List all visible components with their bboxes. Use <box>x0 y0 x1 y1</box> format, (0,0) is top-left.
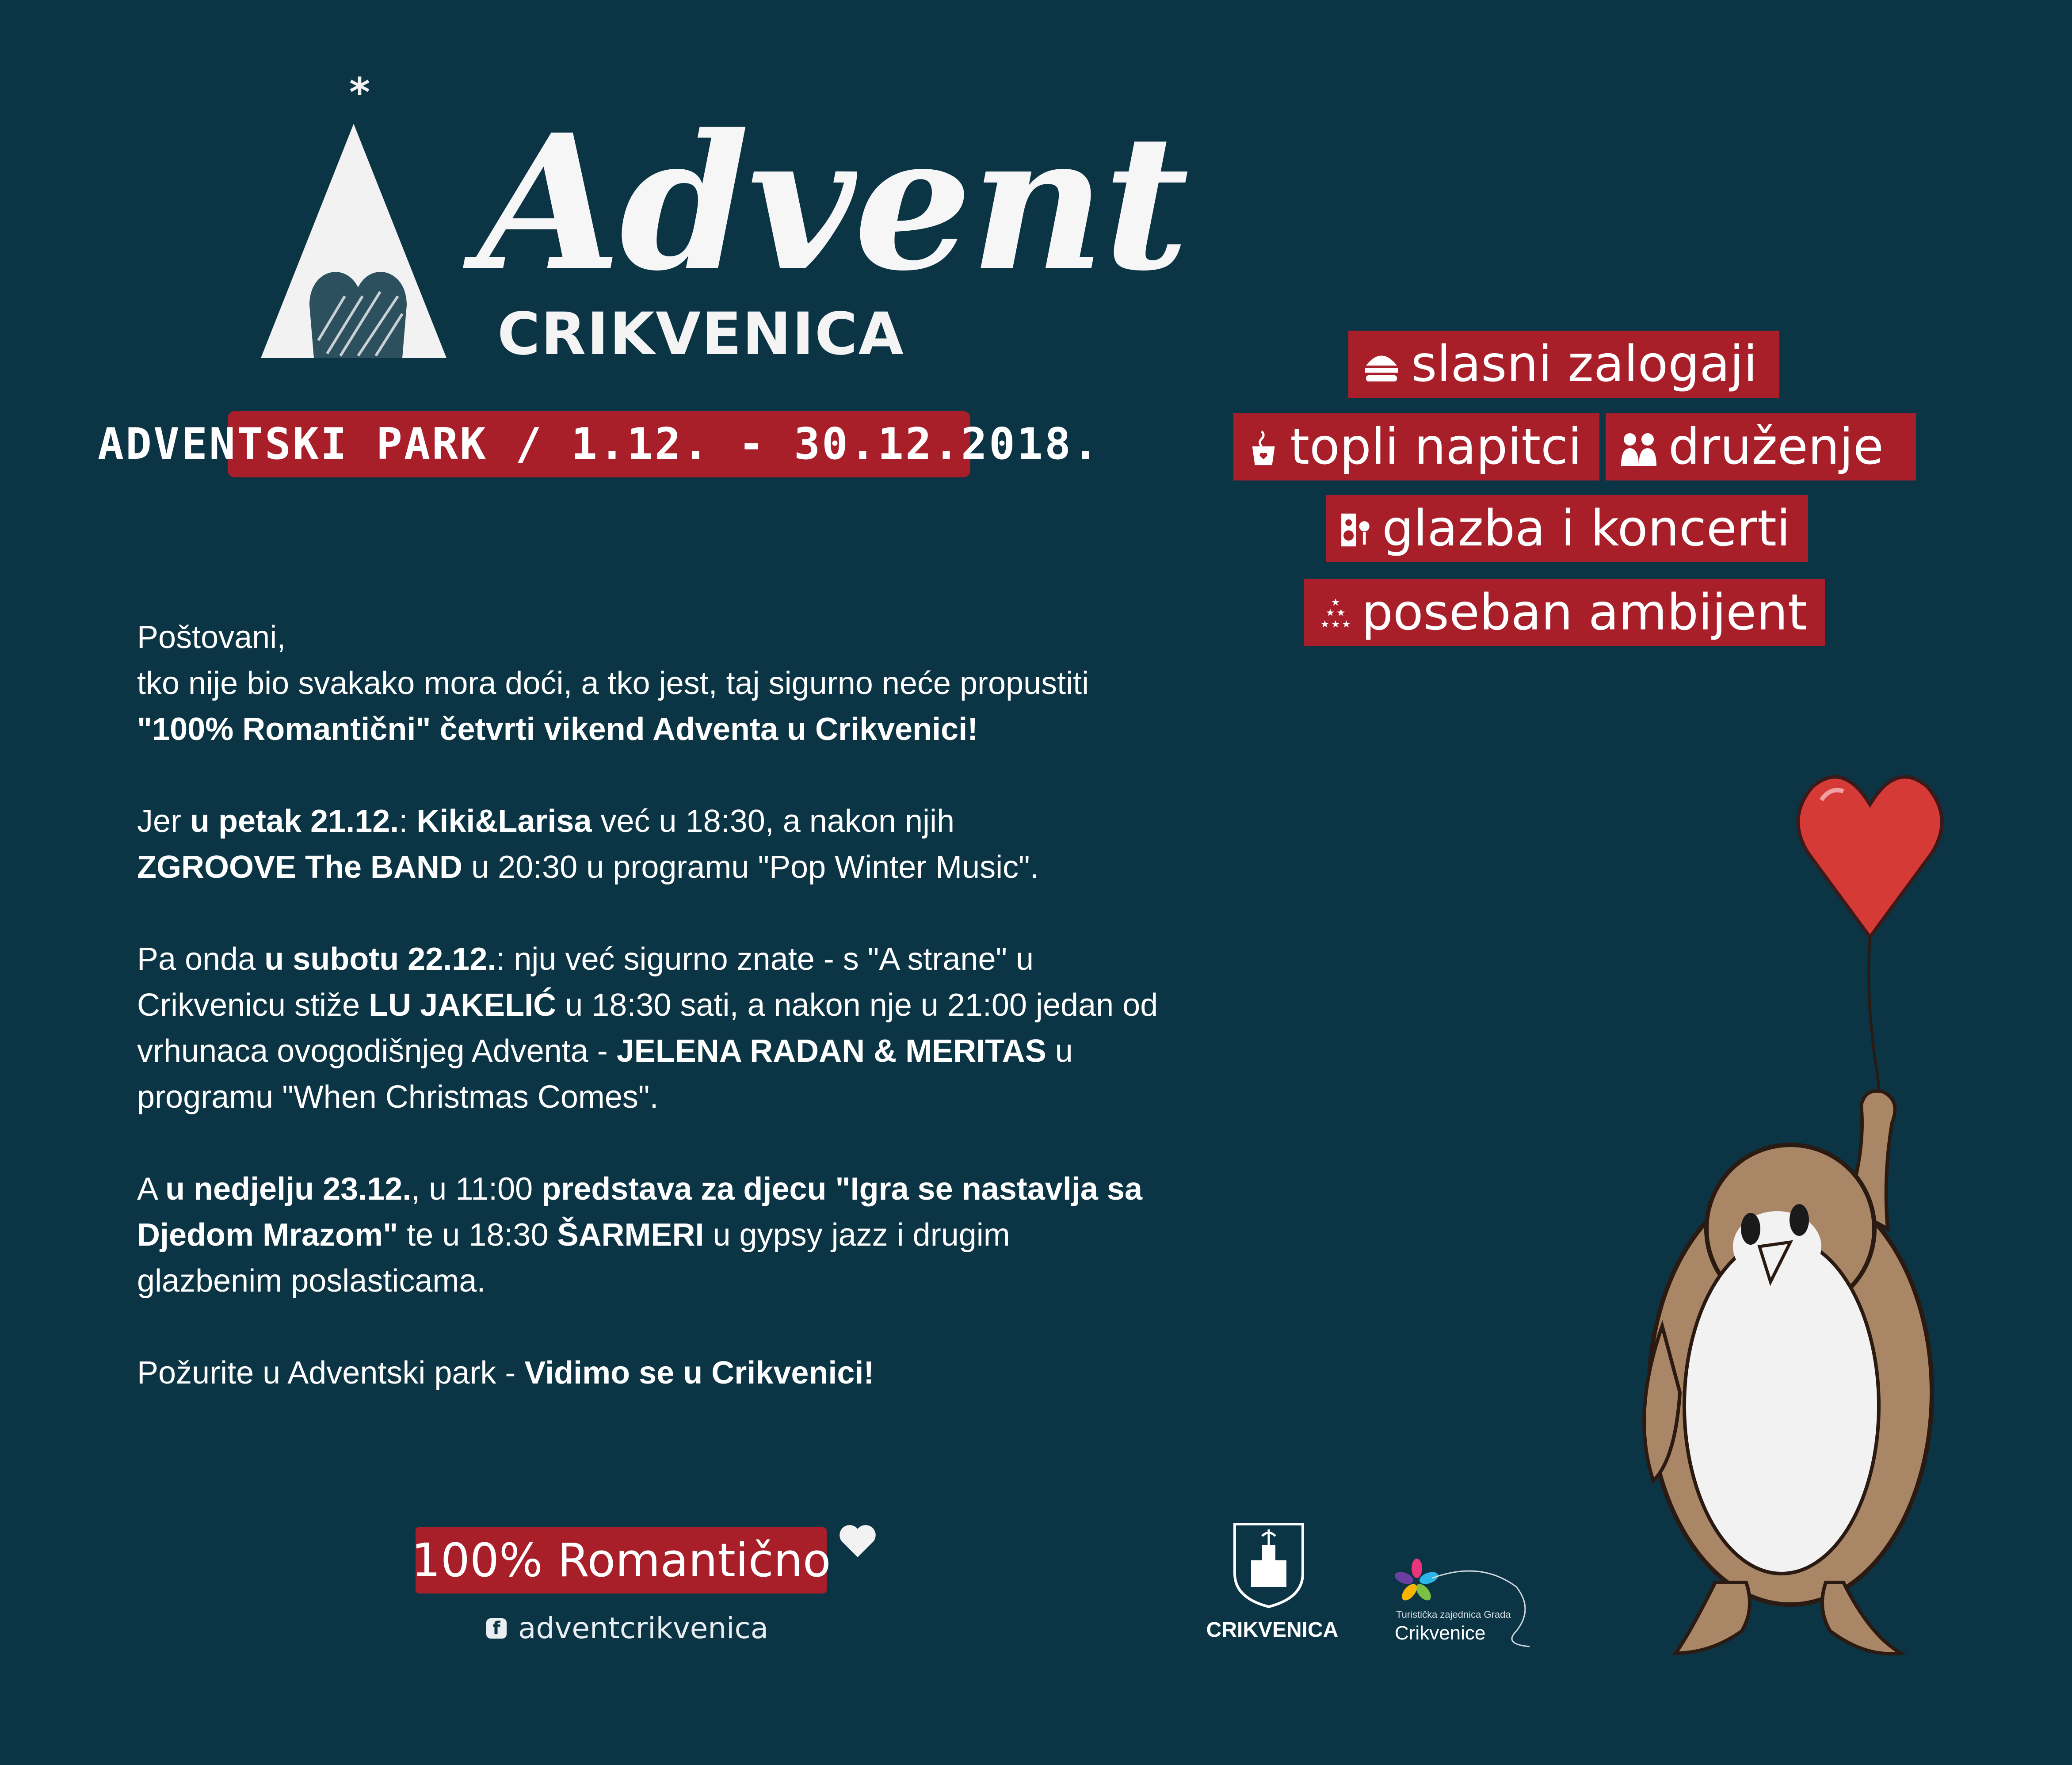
facebook-icon: f <box>486 1618 507 1639</box>
text: u petak 21.12. <box>190 804 399 839</box>
text: : <box>399 804 417 839</box>
feature-label: glazba i koncerti <box>1382 500 1790 557</box>
text: u gypsy jazz i drugim <box>704 1217 1010 1253</box>
heart-icon <box>836 1518 880 1563</box>
logo-title: Advent <box>477 94 1188 312</box>
text: u subotu 22.12. <box>264 942 496 977</box>
text: LU JAKELIĆ <box>369 987 557 1023</box>
text: Vidimo se u Crikvenici! <box>524 1355 874 1391</box>
text: u 18:30 sati, a nakon nje u 21:00 jedan od <box>556 987 1158 1023</box>
social-handle: adventcrikvenica <box>518 1611 769 1645</box>
speaker-icon <box>1339 507 1372 551</box>
text: A <box>137 1171 166 1207</box>
svg-text:★: ★ <box>1336 607 1346 619</box>
feature-label: druženje <box>1668 418 1884 476</box>
logo-city: CRIKVENICA <box>497 300 904 368</box>
greeting: Poštovani, <box>137 620 286 655</box>
hot-drink-icon <box>1247 425 1280 469</box>
text: vrhunaca ovogodišnjeg Adventa - <box>137 1033 617 1069</box>
text: JELENA RADAN & MERITAS <box>616 1033 1046 1069</box>
romantic-badge: 100% Romantično <box>416 1527 827 1593</box>
text: Požurite u Adventski park - <box>137 1355 525 1391</box>
heart-balloon-icon <box>1798 777 1942 938</box>
svg-text:★: ★ <box>1326 607 1335 619</box>
intro-highlight: "100% Romantični" četvrti vikend Adventa u Crikvenici! <box>137 712 978 747</box>
text: , u 11:00 <box>411 1171 542 1207</box>
people-icon <box>1619 425 1659 469</box>
text: Kiki&Larisa <box>416 804 592 839</box>
tourist-board-subtitle: Turistička zajednica Grada <box>1396 1609 1511 1620</box>
feature-topli-napitci <box>1233 413 1599 480</box>
text: u <box>1046 1033 1073 1069</box>
text: u 20:30 u programu "Pop Winter Music". <box>462 850 1039 885</box>
svg-text:*: * <box>349 75 370 116</box>
text: ZGROOVE The BAND <box>137 850 463 885</box>
feature-label: poseban ambijent <box>1361 584 1807 641</box>
star-tree-icon <box>1317 591 1352 635</box>
advent-tree-logo-icon <box>256 75 451 367</box>
feature-druzenje <box>1606 413 1916 480</box>
text: glazbenim poslasticama. <box>137 1263 486 1299</box>
svg-text:★: ★ <box>1331 596 1340 608</box>
paragraph-closing <box>137 1350 1189 1396</box>
paragraph-saturday <box>137 936 1189 1120</box>
svg-text:★: ★ <box>1331 618 1340 630</box>
city-crest-icon <box>1231 1521 1306 1609</box>
text: programu "When Christmas Comes". <box>137 1079 659 1115</box>
tourist-board-name: Crikvenice <box>1395 1622 1486 1644</box>
paragraph-sunday <box>137 1166 1189 1304</box>
svg-text:★: ★ <box>1342 618 1351 630</box>
text: te u 18:30 <box>398 1217 557 1253</box>
feature-label: topli napitci <box>1290 418 1582 476</box>
text: Jer <box>137 804 191 839</box>
city-name: CRIKVENICA <box>1206 1618 1339 1642</box>
burger-icon <box>1362 342 1401 386</box>
text: Djedom Mrazom" <box>137 1217 398 1253</box>
penguin-with-balloon-illustration <box>1636 751 1945 1662</box>
text: Pa onda <box>137 942 265 977</box>
text: ŠARMERI <box>557 1217 704 1253</box>
feature-poseban-ambijent <box>1304 579 1825 646</box>
svg-text:★: ★ <box>1320 618 1330 630</box>
paragraph-friday <box>137 798 1189 890</box>
text: već u 18:30, a nakon njih <box>591 804 955 839</box>
text: u nedjelju 23.12. <box>165 1171 412 1207</box>
text: : nju već sigurno znate - s "A strane" u <box>496 942 1034 977</box>
announcement-text <box>137 614 1189 1442</box>
facebook-link[interactable] <box>486 1611 768 1645</box>
feature-glazba-i-koncerti <box>1326 495 1808 562</box>
feature-label: slasni zalogaji <box>1411 335 1758 393</box>
text: Crikvenicu stiže <box>137 987 369 1023</box>
paragraph-intro <box>137 614 1189 752</box>
intro-line: tko nije bio svakako mora doći, a tko jest, taj sigurno neće propustiti <box>137 666 1089 701</box>
date-banner: ADVENTSKI PARK / 1.12. - 30.12.2018. <box>228 411 970 477</box>
feature-slasni-zalogaji <box>1348 331 1779 398</box>
text: predstava za djecu "Igra se nastavlja sa <box>542 1171 1142 1207</box>
